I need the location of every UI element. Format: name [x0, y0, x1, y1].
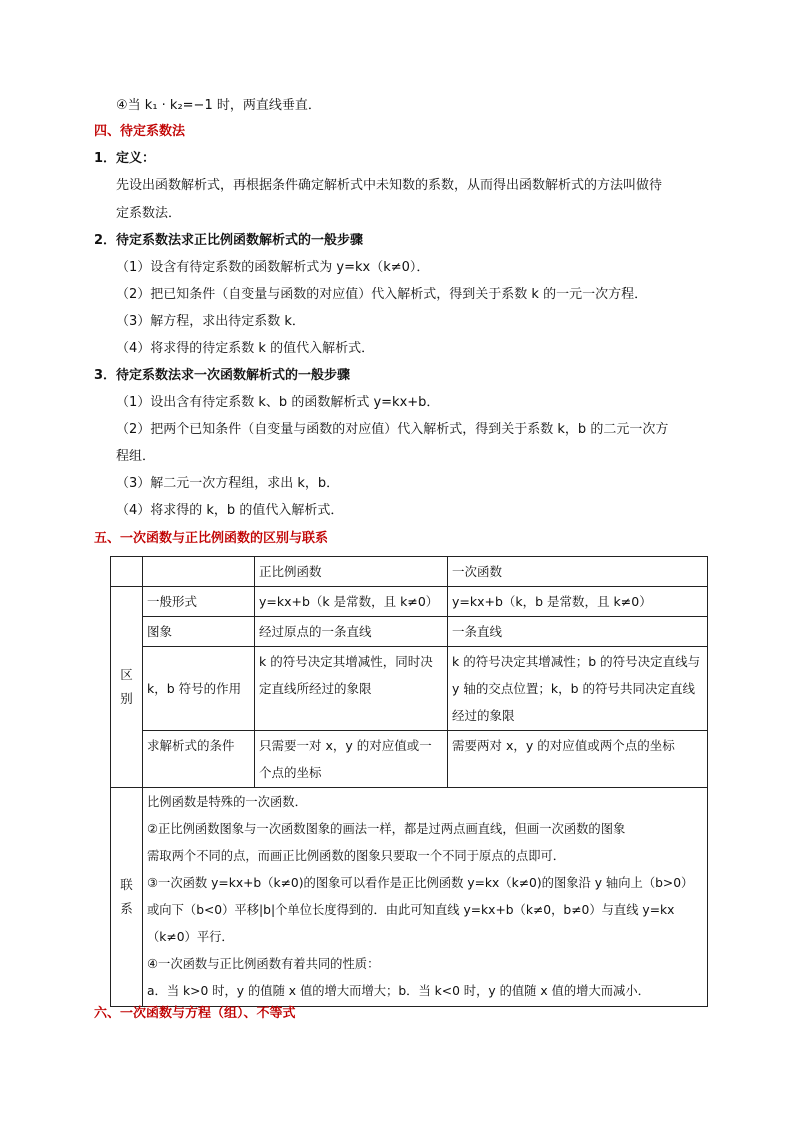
table-row [111, 647, 708, 731]
table-row [111, 587, 708, 617]
table-cell: 只需要一对 x，y 的对应值或一个点的坐标 [255, 731, 448, 788]
row-label: 一般形式 [143, 587, 255, 617]
step-p2: （2）把已知条件（自变量与函数的对应值）代入解析式，得到关于系数 k 的一元一次方程． [116, 287, 648, 302]
relation-line: 需取两个不同的点，而画正比例函数的图象只要取一个不同于原点的点即可． [147, 849, 566, 863]
relation-line: ②正比例函数图象与一次函数图象的画法一样，都是过两点画直线，但画一次函数的图象 [147, 822, 626, 836]
definition-text-1: 先设出函数解析式，再根据条件确定解析式中未知数的系数，从而得出函数解析式的方法叫做待 [116, 178, 663, 193]
step-p4: （4）将求得的待定系数 k 的值代入解析式． [116, 341, 375, 356]
section-heading-4: 四、待定系数法 [94, 124, 186, 139]
row-label: k，b 符号的作用 [143, 647, 255, 731]
perpendicular-condition: ④当 k₁ · k₂=−1 时，两直线垂直． [116, 98, 321, 113]
subheading-definition: 1．定义： [94, 151, 156, 166]
subheading-proportional-steps: 2．待定系数法求正比例函数解析式的一般步骤 [94, 233, 364, 248]
step-p1: （1）设含有待定系数的函数解析式为 y=kx（k≠0）． [116, 260, 430, 275]
relation-line: （k≠0）平行． [147, 930, 234, 944]
relation-line: 比例函数是特殊的一次函数． [147, 795, 307, 809]
step-l2-b: 程组． [116, 449, 156, 464]
step-l2-a: （2）把两个已知条件（自变量与函数的对应值）代入解析式，得到关于系数 k，b 的二元一次方 [116, 422, 669, 437]
difference-label: 区 别 [111, 587, 143, 788]
table-header-cell: 一次函数 [448, 557, 708, 587]
table-header-cell [143, 557, 255, 587]
table-cell: y=kx+b（k，b 是常数，且 k≠0） [448, 587, 708, 617]
table-cell: 经过原点的一条直线 [255, 617, 448, 647]
relation-cell [143, 788, 708, 1007]
subheading-linear-steps: 3．待定系数法求一次函数解析式的一般步骤 [94, 368, 351, 383]
table-cell: k 的符号决定其增减性，同时决定直线所经过的象限 [255, 647, 448, 731]
relation-line: a．当 k>0 时，y 的值随 x 值的增大而增大；b．当 k<0 时，y 的值随 x 值的增大而减小． [147, 984, 650, 998]
comparison-table [110, 556, 708, 1007]
step-l4: （4）将求得的 k，b 的值代入解析式． [116, 503, 344, 518]
relation-line: 或向下（b<0）平移|b|个单位长度得到的．由此可知直线 y=kx+b（k≠0，b≠0）与直线 y=kx [147, 903, 675, 917]
section-heading-6: 六、一次函数与方程（组）、不等式 [94, 1006, 296, 1021]
table-header-row [111, 557, 708, 587]
table-row [111, 788, 708, 1007]
table-cell: k 的符号决定其增减性；b 的符号决定直线与 y 轴的交点位置；k，b 的符号共同决定直线经过的象限 [448, 647, 708, 731]
step-l1: （1）设出含有待定系数 k、b 的函数解析式 y=kx+b． [116, 395, 440, 410]
row-label: 求解析式的条件 [143, 731, 255, 788]
table-header-cell: 正比例函数 [255, 557, 448, 587]
section-heading-5: 五、一次函数与正比例函数的区别与联系 [94, 531, 329, 546]
table-cell: 一条直线 [448, 617, 708, 647]
row-label: 图象 [143, 617, 255, 647]
definition-text-2: 定系数法． [116, 206, 182, 221]
table-cell: 需要两对 x，y 的对应值或两个点的坐标 [448, 731, 708, 788]
relation-line: ④一次函数与正比例函数有着共同的性质： [147, 957, 380, 971]
step-p3: （3）解方程，求出待定系数 k． [116, 314, 305, 329]
relation-line: ③一次函数 y=kx+b（k≠0)的图象可以看作是正比例函数 y=kx（k≠0)的图象沿 y 轴向上（b>0） [147, 876, 694, 890]
relation-label: 联 系 [111, 788, 143, 1007]
step-l3: （3）解二元一次方程组，求出 k，b． [116, 476, 340, 491]
table-row [111, 617, 708, 647]
table-cell: y=kx+b（k 是常数，且 k≠0） [255, 587, 448, 617]
table-row [111, 731, 708, 788]
table-header-cell [111, 557, 143, 587]
